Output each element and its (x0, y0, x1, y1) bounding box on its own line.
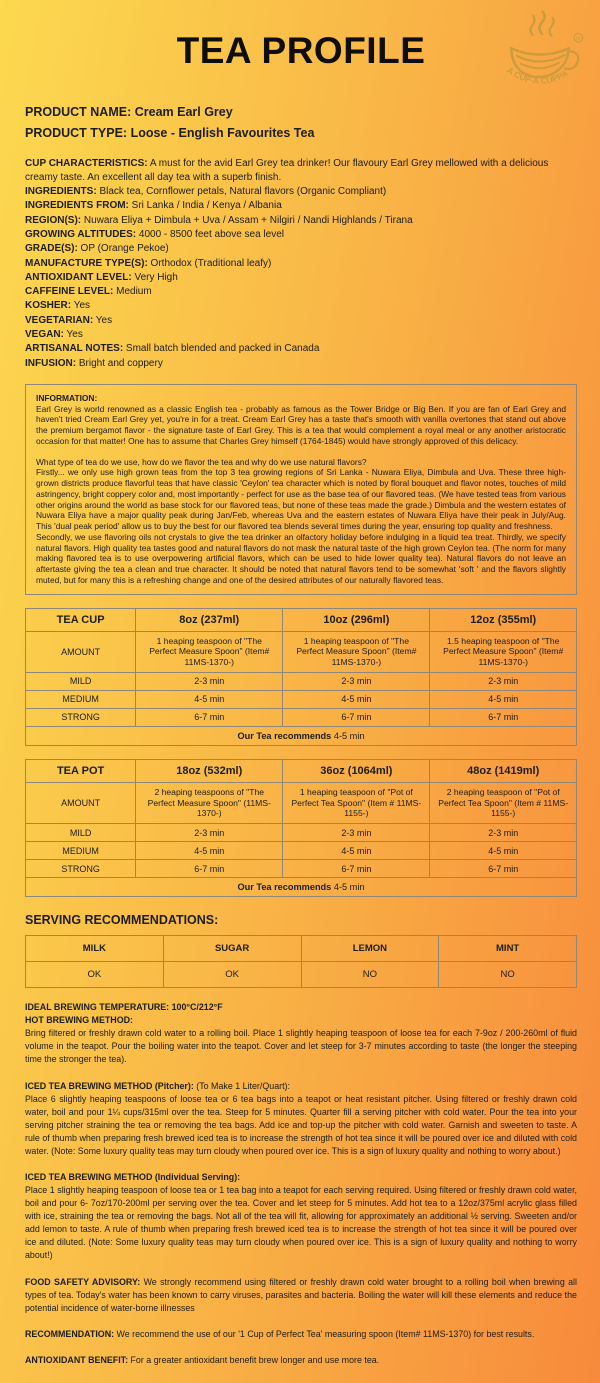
product-name-label: PRODUCT NAME: (25, 105, 132, 119)
hot-brewing-section (25, 1001, 577, 1066)
serving-header-sugar: SUGAR (163, 936, 301, 962)
serving-value-sugar: OK (163, 962, 301, 988)
spec-regions: REGION(S): Nuwara Eliya + Dimbula + Uva / Assam + Nilgiri / Nandi Highlands / Tirana (25, 214, 413, 226)
tea-pot-size-36oz: 36oz (1064ml) (283, 759, 430, 782)
page-title: TEA PROFILE (176, 30, 426, 71)
amount-36oz: 1 heaping teaspoon of "Pot of Perfect Tea Spoon" (Item # 11MS-1155-) (283, 782, 430, 823)
amount-8oz: 1 heaping teaspoon of "The Perfect Measure Spoon" (Item# 11MS-1370-) (136, 631, 283, 672)
amount-48oz: 2 heaping teaspoon of "Pot of Perfect Tea Spoon" (Item # 11MS-1155-) (430, 782, 577, 823)
svg-text:R: R (576, 36, 581, 43)
serving-recommendations-title: SERVING RECOMMENDATIONS: (25, 913, 219, 928)
spec-infusion: INFUSION: Bright and coppery (25, 357, 163, 369)
serving-header-lemon: LEMON (301, 936, 439, 962)
tea-cup-table (25, 608, 577, 746)
food-safety-advisory: FOOD SAFETY ADVISORY: We strongly recommend using filtered or freshly drawn cold water brought to a rolling boil when brewing all types of tea. Today's water has been known to carry viruses, parasites and bacteria. Boiling the water will kill these elements and reduce the potential incidence of water-borne illnesses (25, 1276, 577, 1313)
logo-arc-text: A CUP-A CUPPA (505, 64, 570, 86)
tea-cup-title: TEA CUP (26, 608, 136, 631)
spec-antioxidant-level: ANTIOXIDANT LEVEL: Very High (25, 271, 178, 283)
tea-pot-amount-row (26, 782, 577, 823)
spec-growing-altitudes: GROWING ALTITUDES: 4000 - 8500 feet above sea level (25, 228, 284, 240)
teacup-logo-icon (492, 10, 588, 102)
spec-vegan: VEGAN: Yes (25, 329, 83, 341)
spec-caffeine-level: CAFFEINE LEVEL: Medium (25, 286, 152, 298)
product-name-value: Cream Earl Grey (131, 105, 233, 119)
serving-value-row (26, 962, 577, 988)
spec-ingredients: INGREDIENTS: Black tea, Cornflower petals, Natural flavors (Organic Compliant) (25, 186, 387, 198)
ideal-brewing-temperature: IDEAL BREWING TEMPERATURE: 100°C/212°F (25, 1002, 223, 1013)
amount-label: AMOUNT (26, 631, 136, 672)
spec-list (25, 157, 577, 371)
tea-pot-size-18oz: 18oz (532ml) (136, 759, 283, 782)
tea-cup-footer-row (26, 726, 577, 745)
recommendation-note: RECOMMENDATION: We recommend the use of our '1 Cup of Perfect Tea' measuring spoon (Item# 11MS-1370) for best results. (25, 1328, 535, 1339)
product-type-label: PRODUCT TYPE: (25, 126, 128, 141)
iced-tea-individual-heading: ICED TEA BREWING METHOD (Individual Serving): (25, 1171, 241, 1182)
tea-cup-mild-row: MILD 2-3 min 2-3 min 2-3 min (26, 672, 577, 690)
amount-18oz: 2 heaping teaspoons of "The Perfect Measure Spoon" (11MS-1370-) (136, 782, 283, 823)
serving-header-row (26, 936, 577, 962)
amount-label: AMOUNT (26, 782, 136, 823)
spec-cup-characteristics: CUP CHARACTERISTICS: A must for the avid Earl Grey tea drinker! Our flavoury Earl Grey mellowed with a delicious creamy taste. An excellent all day tea with a superb finish. (25, 157, 549, 183)
hot-brewing-method-body: Bring filtered or freshly drawn cold water to a rolling boil. Place 1 slightly heaping teaspoon of loose tea for each 7-9oz / 200-260ml of fluid volume in the teapot. Pour the boiling water into the teapot. Cover and let steep for 3-7 minutes according to taste (the longer the steeping time the stronger the tea). (25, 1028, 577, 1065)
serving-value-mint: NO (439, 962, 577, 988)
steam-icon (530, 12, 553, 36)
serving-header-mint: MINT (439, 936, 577, 962)
tea-cup-size-8oz: 8oz (237ml) (136, 608, 283, 631)
iced-tea-pitcher-section (25, 1080, 577, 1158)
product-type-line (25, 123, 577, 144)
serving-recommendations-table (25, 935, 577, 988)
spec-grades: GRADE(S): OP (Orange Pekoe) (25, 243, 169, 255)
spec-kosher: KOSHER: Yes (25, 300, 91, 312)
tea-pot-size-48oz: 48oz (1419ml) (430, 759, 577, 782)
tea-pot-header-row (26, 759, 577, 782)
tea-pot-mild-row: MILD 2-3 min 2-3 min 2-3 min (26, 824, 577, 842)
tea-cup-strong-row: STRONG 6-7 min 6-7 min 6-7 min (26, 708, 577, 726)
iced-tea-pitcher-body: Place 6 slightly heaping teaspoons of loose tea or 6 tea bags into a teapot or heat resistant pitcher. Using filtered or freshly drawn cold water, boil and pour 1¼ cups/315ml over the tea. Steep for 5 minutes. Quarter fill a serving pitcher with cold water. Pour the tea into your serving pitcher straining the tea or removing the tea bags. Add ice and top-up the pitcher with cold water. Garnish and sweeten to taste. A rule of thumb when preparing fresh brewed iced tea is to increase the strength of hot tea since it will be poured over ice and diluted with cold water. (Note: Some luxury quality teas may turn cloudy when poured over ice. This is a sign of luxury quality and nothing to worry about.) (25, 1093, 577, 1156)
tea-pot-medium-row: MEDIUM 4-5 min 4-5 min 4-5 min (26, 842, 577, 860)
serving-header-milk: MILK (26, 936, 164, 962)
information-para-1: Earl Grey is world renowned as a classic English tea - probably as famous as the Tower Bridge or Big Ben. If you are fan of Earl Grey and haven't tried Cream Earl Grey yet, you're in for a treat. Cream Earl Grey has a taste that's smooth with vanilla overtones that stand out above the premium bergamot flavor - the signature taste of Earl Grey. This is a tea that would complement a royal meal or any another aristocratic occasion for that matter! One has to assume that Charles Grey himself (1764-1845) would have strongly approved of this delicacy. (36, 403, 566, 446)
tea-cup-recommendation: Our Tea recommends 4-5 min (26, 726, 577, 745)
serving-value-lemon: NO (301, 962, 439, 988)
antioxidant-benefit-note: ANTIOXIDANT BENEFIT: For a greater antioxidant benefit brew longer and use more tea. (25, 1354, 380, 1365)
registered-mark-icon (574, 33, 583, 42)
tea-cup-size-10oz: 10oz (296ml) (283, 608, 430, 631)
iced-tea-individual-section (25, 1171, 577, 1263)
serving-value-milk: OK (26, 962, 164, 988)
spec-vegetarian: VEGETARIAN: Yes (25, 314, 113, 326)
tea-pot-recommendation: Our Tea recommends 4-5 min (26, 878, 577, 897)
tea-cup-size-12oz: 12oz (355ml) (430, 608, 577, 631)
information-question: What type of tea do we use, how do we flavor the tea and why do we use natural flavors? (36, 456, 367, 467)
tea-pot-footer-row (26, 878, 577, 897)
iced-tea-individual-body: Place 1 slightly heaping teaspoon of loose tea or 1 tea bag into a teapot for each serving required. Using filtered or freshly drawn cold water, boil and pour 6- 7oz/170-200ml per serving over the tea. Cover and let steep for 5 minutes. Add hot tea to a 12oz/375ml acrylic glass filled with ice, straining the tea or removing the bags. Not all of the tea will fit, allowing for approximately an additional ½ serving. Sweeten and/or add lemon to taste. A rule of thumb when preparing fresh brewed iced tea is to increase the strength of hot tea since it will be poured over ice and diluted. (Note: Some luxury quality teas may turn cloudy when poured over ice. This is a sign of luxury quality and nothing to worry about!) (25, 1185, 577, 1261)
tea-cup-medium-row: MEDIUM 4-5 min 4-5 min 4-5 min (26, 690, 577, 708)
tea-cup-header-row (26, 608, 577, 631)
information-para-secondly: Secondly, we use flavoring oils not crystals to give the tea drinker an olfactory holiday before indulging in a liquid tea treat. Thirdly, we specify natural flavors. High quality tea tastes good and natural flavors do not mask the natural taste of the high grown Ceylon tea. (The norm for many making flavored tea is to use overpowering artificial flavors, which can be used to hide lower quality tea). Natural flavors do not leave an aftertaste giving the tea a clean and true character. It should be noted that natural flavors tend to be somewhat 'soft ' and the flavors slightly muted, but for many this is a refreshing change and one of the desired attributes of our naturally flavored teas. (36, 531, 566, 585)
information-box (25, 384, 577, 595)
product-type-value: Loose - English Favourites Tea (127, 126, 315, 141)
brand-logo (492, 10, 588, 102)
tea-pot-title: TEA POT (26, 759, 136, 782)
amount-12oz: 1.5 heaping teaspoon of "The Perfect Measure Spoon" (Item# 11MS-1370-) (430, 631, 577, 672)
tea-pot-strong-row: STRONG 6-7 min 6-7 min 6-7 min (26, 860, 577, 878)
information-title: INFORMATION: (36, 392, 98, 403)
product-name-line (25, 102, 577, 123)
spec-artisanal-notes: ARTISANAL NOTES: Small batch blended and packed in Canada (25, 343, 320, 355)
spec-ingredients-from: INGREDIENTS FROM: Sri Lanka / India / Kenya / Albania (25, 200, 282, 212)
tea-pot-table (25, 759, 577, 897)
amount-10oz: 1 heaping teaspoon of "The Perfect Measure Spoon" (Item# 11MS-1370-) (283, 631, 430, 672)
hot-brewing-method-title: HOT BREWING METHOD: (25, 1015, 133, 1026)
information-para-firstly: Firstly... we only use high grown teas from the top 3 tea growing regions of Sri Lanka - Nuwara Eliya, Dimbula and Uva. These three high-grown districts produce flavorful teas that have classic 'Ceylon' tea character which is noted by floral bouquet and flavor notes, touches of mild astringency, bright coppery color and, most importantly - perfect for use as the base tea of our flavored teas. (We have tested teas from various other origins around the world as base stock for our flavored teas, but none of these teas made the grade.) Dimbula and the western estates of Nuwara Eliya have a major quality peak during Jan/Feb, whereas Uva and the eastern estates of Nuwara Eliya have their peak in July/Aug. This 'dual peak period' allow us to buy the best for our flavored tea blends several times during the year, ensuring top quality and freshness. (36, 467, 566, 532)
tea-cup-amount-row (26, 631, 577, 672)
iced-tea-pitcher-heading: ICED TEA BREWING METHOD (Pitcher): (To Make 1 Liter/Quart): (25, 1080, 290, 1091)
spec-manufacture-type: MANUFACTURE TYPE(S): Orthodox (Traditional leafy) (25, 257, 272, 269)
